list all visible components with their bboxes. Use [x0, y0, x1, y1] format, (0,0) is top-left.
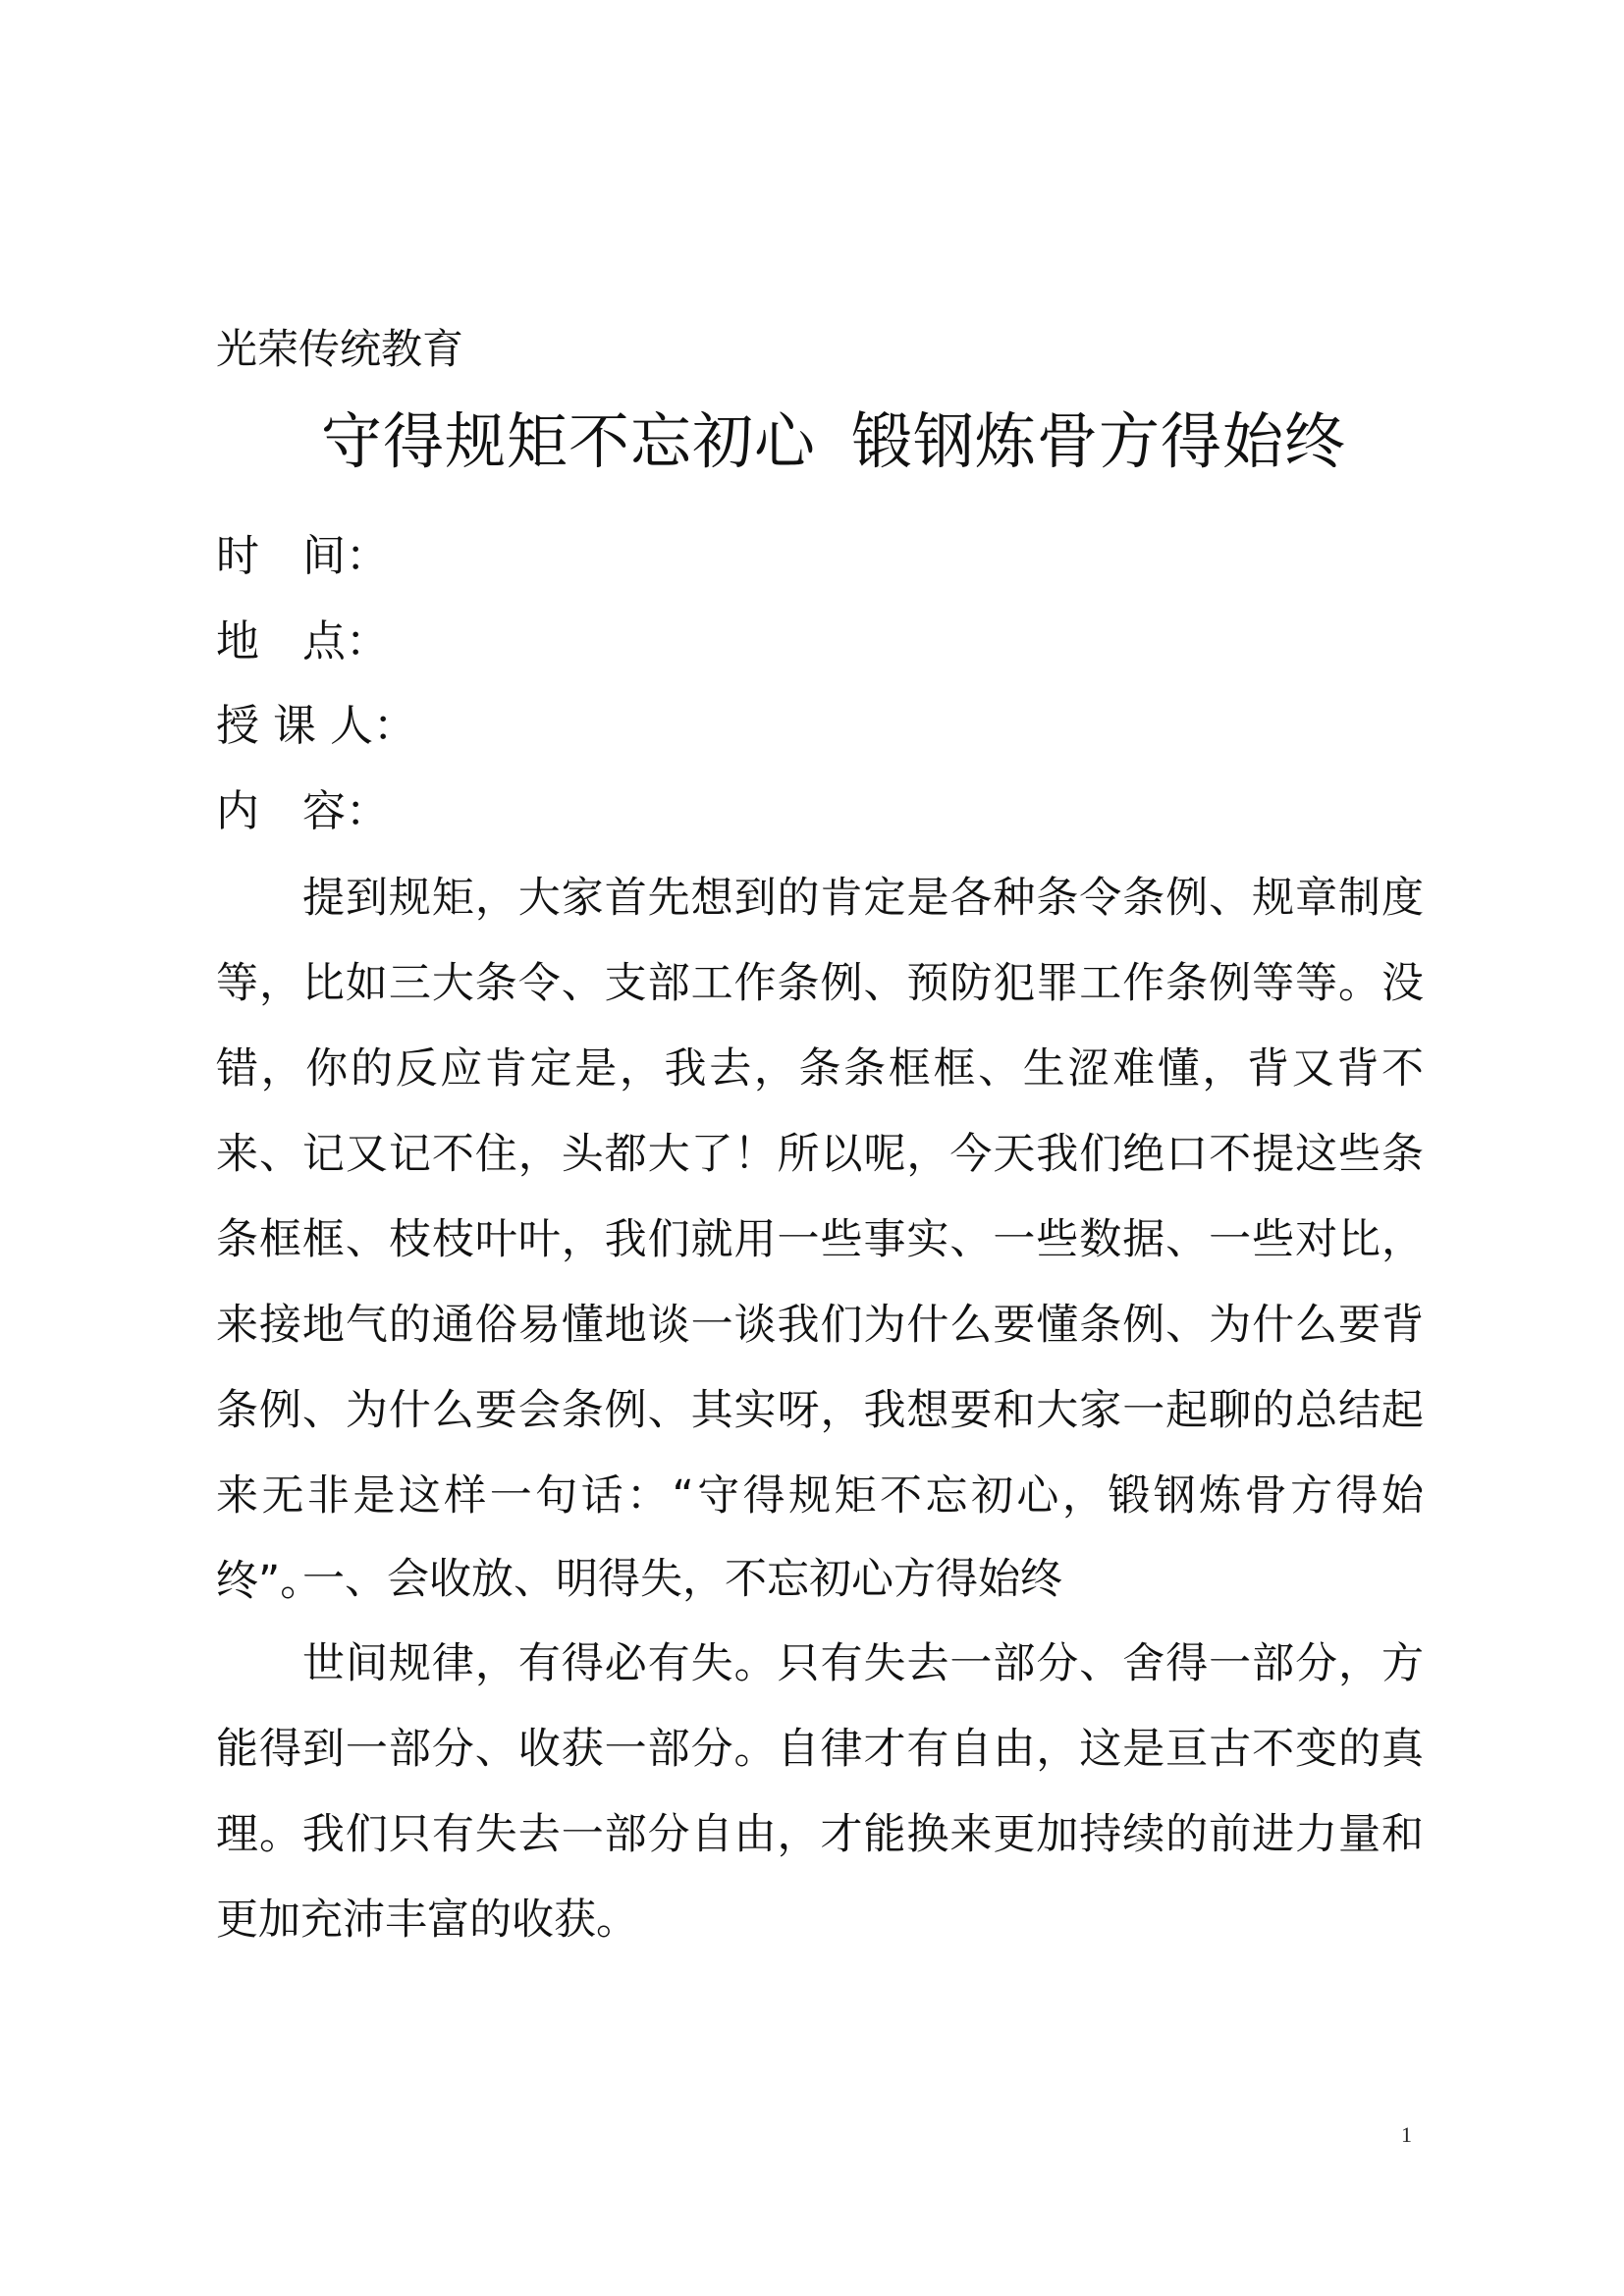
title-part-1: 守得规矩不忘初心: [321, 405, 817, 477]
title-part-2: 锻钢炼骨方得始终: [851, 405, 1347, 477]
section-heading-1: 一、会收放、明得失，不忘初心方得始终: [302, 1555, 1062, 1604]
meta-place-row: [216, 613, 389, 671]
document-title: [321, 402, 1346, 481]
page-number: 1: [1401, 2122, 1412, 2147]
body-paragraph-1: 提到规矩，大家首先想到的肯定是各种条令条例、规章制度等，比如三大条令、支部工作条例、预防犯罪工作条例等等。没错，你的反应肯定是，我去，条条框框、生涩难懂，背又背不来、记又记不住，头都大了！所以呢，今天我们绝口不提这些条条框框、枝枝叶叶，我们就用一些事实、一些数据、一些对比，来接地气的通俗易懂地谈一谈我们为什么要懂条例、为什么要背条例、为什么要会条例、其实呀，我想要和大家一起聊的总结起来无非是这样一句话：“守得规矩不忘初心，锻钢炼骨方得始终”。: [216, 874, 1424, 1606]
body-paragraph-2: 世间规律，有得必有失。只有失去一部分、舍得一部分，方能得到一部分、收获一部分。自律才有自由，这是亘古不变的真理。我们只有失去一部分自由，才能换来更加持续的前进力量和更加充沛丰富的收获。: [216, 1639, 1424, 1945]
document-category: 光荣传统教育: [216, 325, 464, 373]
meta-time-label: 时 间：: [216, 531, 389, 581]
meta-place-label: 地 点：: [216, 616, 389, 667]
meta-time-row: [216, 527, 389, 586]
meta-content-row: [216, 782, 389, 841]
meta-teacher-row: [216, 697, 416, 756]
meta-content-label: 内 容：: [216, 786, 389, 836]
meta-teacher-label: 授 课 人：: [216, 701, 416, 751]
